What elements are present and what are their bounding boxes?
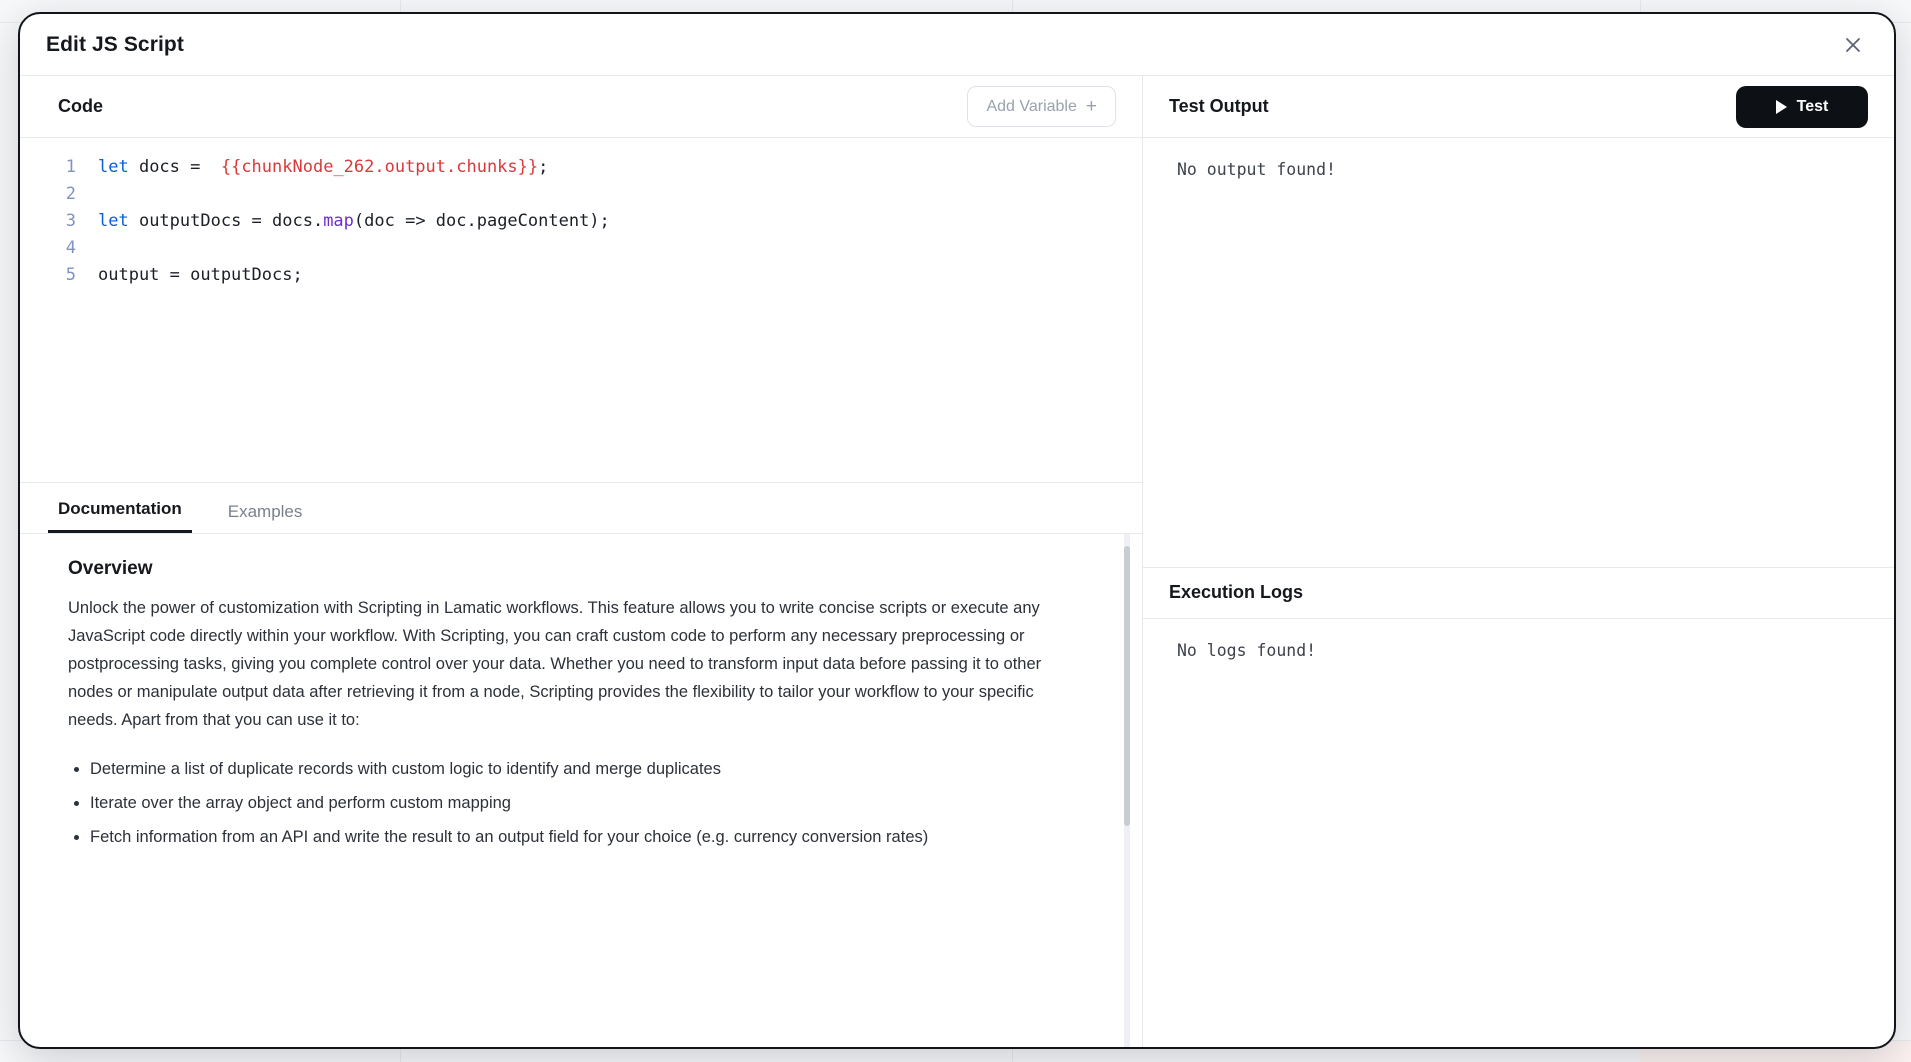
code-token: (doc => doc.pageContent);: [353, 211, 610, 231]
documentation-tabs[interactable]: [20, 482, 1142, 534]
code-line: [20, 208, 1142, 235]
code-line-content[interactable]: [98, 154, 548, 181]
code-line-number: 2: [65, 184, 76, 204]
close-icon[interactable]: [1838, 30, 1868, 60]
code-line-number: 1: [65, 157, 76, 177]
code-line-number: 3: [65, 211, 76, 231]
list-item: • Determine a list of duplicate records with custom logic to identify and merge duplicates: [90, 752, 1082, 786]
modal-header: [20, 14, 1894, 76]
tab-documentation[interactable]: Documentation: [48, 499, 192, 533]
documentation-scrollbar-thumb[interactable]: [1124, 546, 1130, 826]
code-line: [20, 181, 1142, 208]
code-line-number: 4: [65, 238, 76, 258]
test-output-body: No output found!: [1177, 160, 1336, 179]
page-title: Edit JS Script: [46, 32, 184, 56]
code-token: outputDocs = docs.: [138, 211, 324, 231]
documentation-content: [20, 534, 1142, 1047]
right-column: [1143, 76, 1894, 1047]
code-section-label: Code: [58, 96, 103, 116]
list-item: • Fetch information from an API and write the result to an output field for your choice (e.g. currency conversion rates): [90, 820, 1082, 854]
code-line: [20, 154, 1142, 181]
code-line-content[interactable]: [98, 208, 610, 235]
code-editor[interactable]: [20, 138, 1142, 482]
documentation-paragraph: Unlock the power of customization with Scripting in Lamatic workflows. This feature allows you to write concise scripts or execute any JavaScript code directly within your workflow. With Scripting, you can craft custom code to perform any necessary preprocessing or postprocessing tasks, giving you complete control over your data. Whether you need to transform input data before passing it to other nodes or manipulate output data after retrieving it from a node, Scripting provides the flexibility to tailor your workflow to your specific needs. Apart from that you can use it to:: [68, 599, 1042, 729]
code-token: ;: [538, 157, 549, 177]
code-line: [20, 235, 1142, 262]
add-variable-label: Add Variable: [986, 97, 1077, 115]
code-line-content[interactable]: [98, 262, 303, 289]
modal-body: [20, 76, 1894, 1047]
code-line-number: 5: [65, 265, 76, 285]
play-icon: [1776, 100, 1787, 114]
list-item: • Iterate over the array object and perform custom mapping: [90, 786, 1082, 820]
edit-js-script-modal: [18, 12, 1896, 1049]
code-token: output = outputDocs;: [98, 265, 303, 285]
code-token: map: [323, 211, 354, 231]
code-lines[interactable]: [20, 154, 1142, 289]
execution-logs-body: No logs found!: [1177, 640, 1317, 660]
documentation-heading: Overview: [68, 558, 153, 579]
add-variable-button[interactable]: [967, 86, 1116, 127]
code-token: let: [98, 157, 139, 177]
plus-icon: +: [1085, 96, 1097, 117]
left-column: [20, 76, 1143, 1047]
execution-logs-label: Execution Logs: [1169, 582, 1304, 602]
test-button-label: Test: [1796, 97, 1829, 115]
code-token: let: [98, 211, 139, 231]
code-token: docs =: [138, 157, 221, 177]
execution-logs-header: [1143, 567, 1894, 619]
test-output-header: [1143, 76, 1894, 138]
code-line: [20, 262, 1142, 289]
test-button[interactable]: [1736, 86, 1868, 128]
documentation-bullet-list: [68, 752, 1082, 854]
code-token: {{chunkNode_262.output.chunks}}: [220, 157, 539, 177]
code-section-header: [20, 76, 1142, 138]
test-output-label: Test Output: [1169, 96, 1269, 116]
tab-examples[interactable]: Examples: [227, 502, 303, 521]
